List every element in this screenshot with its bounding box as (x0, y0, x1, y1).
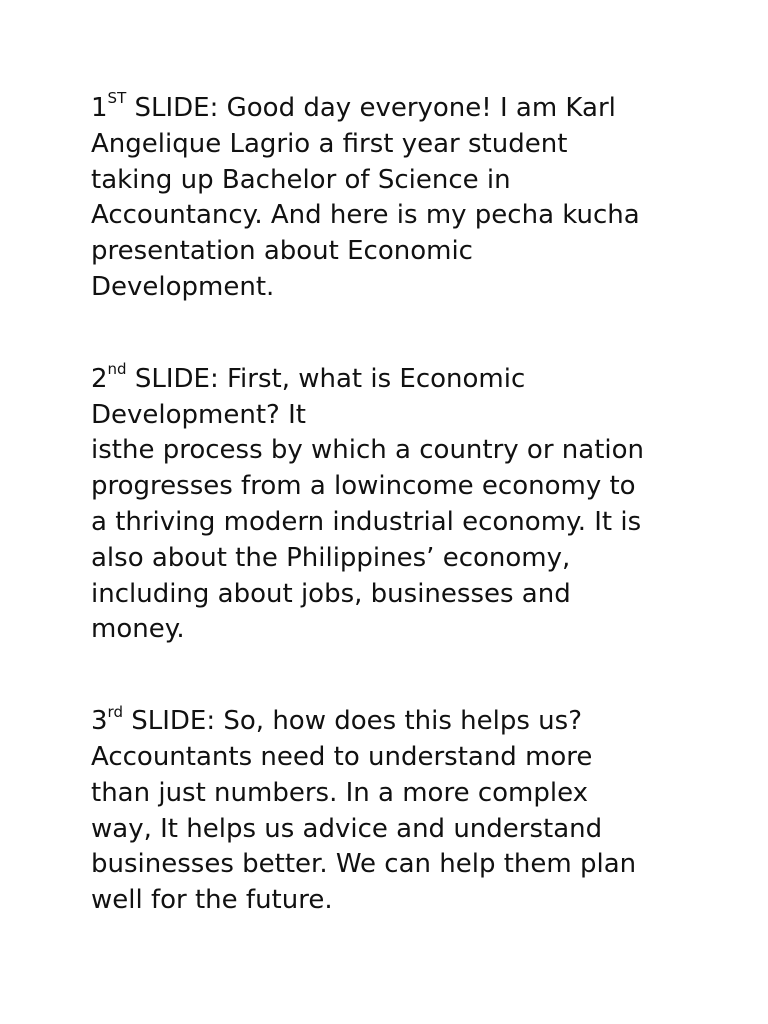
paragraph-line: way, It helps us advice and understand (91, 813, 603, 844)
paragraph-line: including about jobs, businesses and (91, 578, 571, 609)
ordinal-suffix: nd (107, 360, 127, 379)
paragraph-line: Accountancy. And here is my pecha kucha (91, 200, 640, 231)
paragraph-line: Accountants need to understand more (91, 741, 593, 772)
paragraph-line (91, 91, 691, 127)
paragraph-line: a thriving modern industrial economy. It is (91, 506, 642, 537)
paragraph-line: Development? It (91, 399, 306, 430)
line-text: SLIDE: First, what is Economic (126, 363, 526, 394)
paragraph-line (91, 704, 691, 740)
slide-number: 3 (91, 706, 108, 737)
ordinal-suffix: rd (107, 702, 123, 721)
paragraph-line: presentation about Economic (91, 236, 473, 267)
slide-number: 1 (91, 93, 108, 123)
paragraph-line: than just numbers. In a more complex (91, 777, 589, 808)
paragraph-line: money. (91, 614, 185, 645)
slide-3-paragraph (91, 704, 691, 919)
paragraph-line: businesses better. We can help them plan (91, 849, 637, 880)
ordinal-suffix: ST (107, 89, 127, 108)
paragraph-line: also about the Philippines’ economy, (91, 542, 571, 573)
slide-1-paragraph (91, 91, 691, 306)
paragraph-line: Development. (91, 271, 275, 302)
paragraph-line: well for the future. (91, 885, 333, 916)
paragraph-line: taking up Bachelor of Science in (91, 164, 511, 195)
slide-number: 2 (91, 363, 108, 394)
slide-2-paragraph (91, 362, 691, 648)
paragraph-line (91, 362, 691, 398)
document-body (91, 91, 691, 975)
line-text: SLIDE: Good day everyone! I am Karl (126, 93, 616, 123)
paragraph-line: isthe process by which a country or nation (91, 435, 645, 466)
line-text: SLIDE: So, how does this helps us? (122, 706, 582, 737)
paragraph-line: Angelique Lagrio a first year student (91, 128, 568, 159)
paragraph-line: progresses from a lowincome economy to (91, 471, 636, 502)
